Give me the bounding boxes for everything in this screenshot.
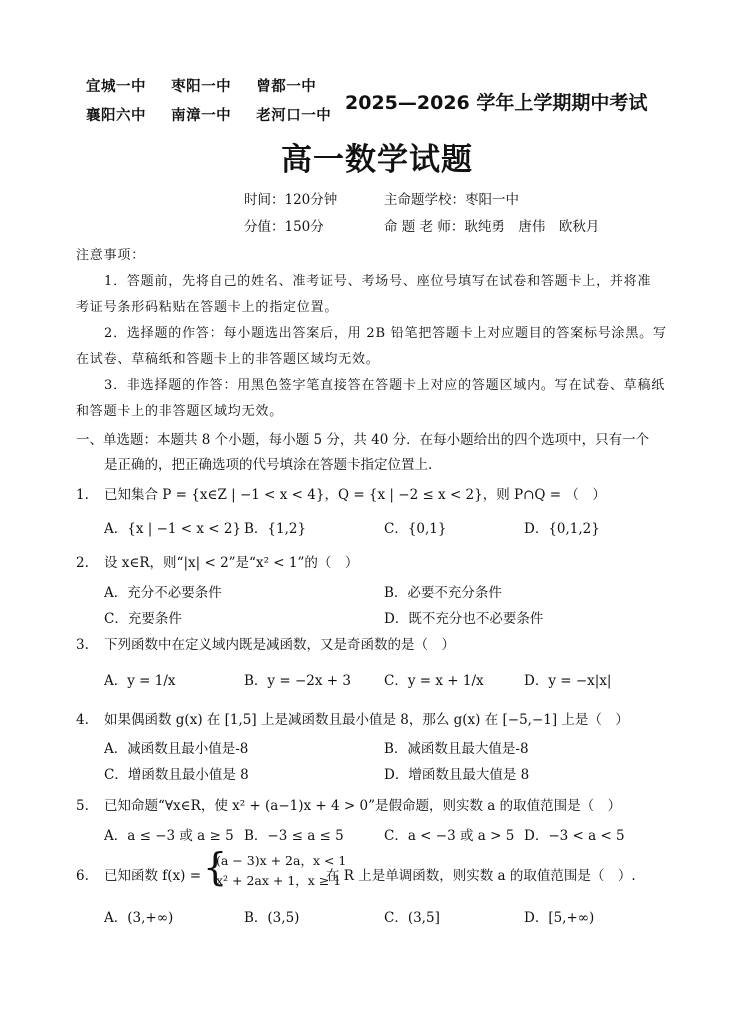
- question-stem: 下列函数中在定义域内既是减函数，又是奇函数的是（ ）: [104, 637, 455, 653]
- question-number: 3.: [76, 637, 89, 653]
- piecewise-case-2: x² + 2ax + 1，x ≥ 1: [216, 873, 342, 888]
- notice-line: 2．选择题的作答：每小题选出答案后，用 2B 铅笔把答题卡上对应题目的答案标号涂黑。写: [104, 326, 667, 341]
- section-heading-line2: 是正确的，把正确选项的代号填涂在答题卡指定位置上.: [104, 457, 433, 473]
- option-b: B．−3 ≤ a ≤ 5: [244, 828, 344, 844]
- school-name: 老河口一中: [256, 108, 332, 124]
- option-b: B．y = −2x + 3: [244, 673, 351, 689]
- exam-authors: 命 题 老 师：耿纯勇 唐伟 欧秋月: [384, 219, 600, 235]
- notice-line: 1．答题前，先将自己的姓名、准考证号、考场号、座位号填写在试卷和答题卡上，并将准: [104, 274, 652, 289]
- school-name: 宜城一中: [86, 79, 146, 95]
- school-row-2: [86, 104, 331, 125]
- question-stem: 设 x∈R，则“|x| < 2”是“x² < 1”的（ ）: [104, 555, 359, 571]
- notice-line: 考证号条形码粘贴在答题卡上的指定位置。: [76, 300, 339, 315]
- option-d: D．−3 < a < 5: [524, 828, 625, 844]
- option-a: A．(3,+∞): [104, 910, 174, 926]
- exam-score: 分值：150分: [244, 219, 324, 235]
- notice-heading: 注意事项：: [76, 248, 146, 263]
- option-a: A．y = 1/x: [104, 673, 176, 689]
- question-stem-suffix: 在 R 上是单调函数，则实数 a 的取值范围是（ ）.: [326, 868, 636, 884]
- question-stem: 如果偶函数 g(x) 在 [1,5] 上是减函数且最小值是 8，那么 g(x) 在 [−5,−1] 上是（ ）: [104, 712, 629, 728]
- option-d: D．y = −x|x|: [524, 673, 612, 689]
- notice-line: 和答题卡上的非答题区域均无效。: [76, 404, 284, 419]
- option-d: D．{0,1,2}: [524, 521, 600, 537]
- school-name: 枣阳一中: [171, 79, 232, 95]
- option-d: D．既不充分也不必要条件: [384, 611, 544, 627]
- question-number: 5.: [76, 798, 89, 814]
- option-d: D．[5,+∞): [524, 910, 595, 926]
- page-title: 高一数学试题: [281, 142, 473, 178]
- option-b: B．{1,2}: [244, 521, 307, 537]
- option-c: C．{0,1}: [384, 521, 447, 537]
- option-c: C．a < −3 或 a > 5: [384, 828, 515, 844]
- question-number: 4.: [76, 712, 89, 728]
- exam-time: 时间：120分钟: [244, 192, 338, 208]
- notice-line: 3．非选择题的作答：用黑色签字笔直接答在答题卡上对应的答题区域内。写在试卷、草稿纸: [104, 378, 666, 393]
- school-row-1: [86, 75, 316, 96]
- option-b: B．必要不充分条件: [384, 585, 502, 601]
- option-c: C．增函数且最小值是 8: [104, 767, 249, 783]
- piecewise-case-1: (a − 3)x + 2a，x < 1: [216, 853, 347, 868]
- option-b: B．减函数且最大值是-8: [384, 741, 529, 757]
- question-stem: 已知命题“∀x∈R，使 x² + (a−1)x + 4 > 0”是假命题，则实数 a 的取值范围是（ ）: [104, 798, 622, 814]
- question-number: 1.: [76, 487, 89, 503]
- option-a: A．充分不必要条件: [104, 585, 222, 601]
- exam-title: 2025—2026 学年上学期期中考试: [345, 92, 648, 114]
- option-c: C．充要条件: [104, 611, 182, 627]
- school-name: 曾都一中: [256, 79, 317, 95]
- question-number: 2.: [76, 555, 89, 571]
- option-d: D．增函数且最大值是 8: [384, 767, 530, 783]
- option-c: C．(3,5]: [384, 910, 440, 926]
- option-a: A．减函数且最小值是-8: [104, 741, 249, 757]
- option-b: B．(3,5): [244, 910, 300, 926]
- school-name: 襄阳六中: [86, 108, 146, 124]
- section-heading: 一、单选题：本题共 8 个小题，每小题 5 分，共 40 分．在每小题给出的四个选项中，只有一个: [76, 432, 650, 448]
- option-a: A．a ≤ −3 或 a ≥ 5: [104, 828, 234, 844]
- question-stem: 已知集合 P = {x∈Z | −1 < x < 4}，Q = {x | −2 ≤ x < 2}，则 P∩Q = （ ）: [104, 487, 606, 503]
- option-c: C．y = x + 1/x: [384, 673, 484, 689]
- brace-icon: {: [203, 845, 228, 889]
- notice-line: 在试卷、草稿纸和答题卡上的非答题区域均无效。: [76, 352, 380, 367]
- question-number: 6.: [76, 868, 89, 884]
- school-name: 南漳一中: [171, 108, 232, 124]
- exam-school: 主命题学校：枣阳一中: [384, 192, 519, 208]
- question-stem-prefix: 已知函数 f(x) =: [104, 868, 202, 884]
- option-a: A．{x | −1 < x < 2}: [104, 521, 242, 537]
